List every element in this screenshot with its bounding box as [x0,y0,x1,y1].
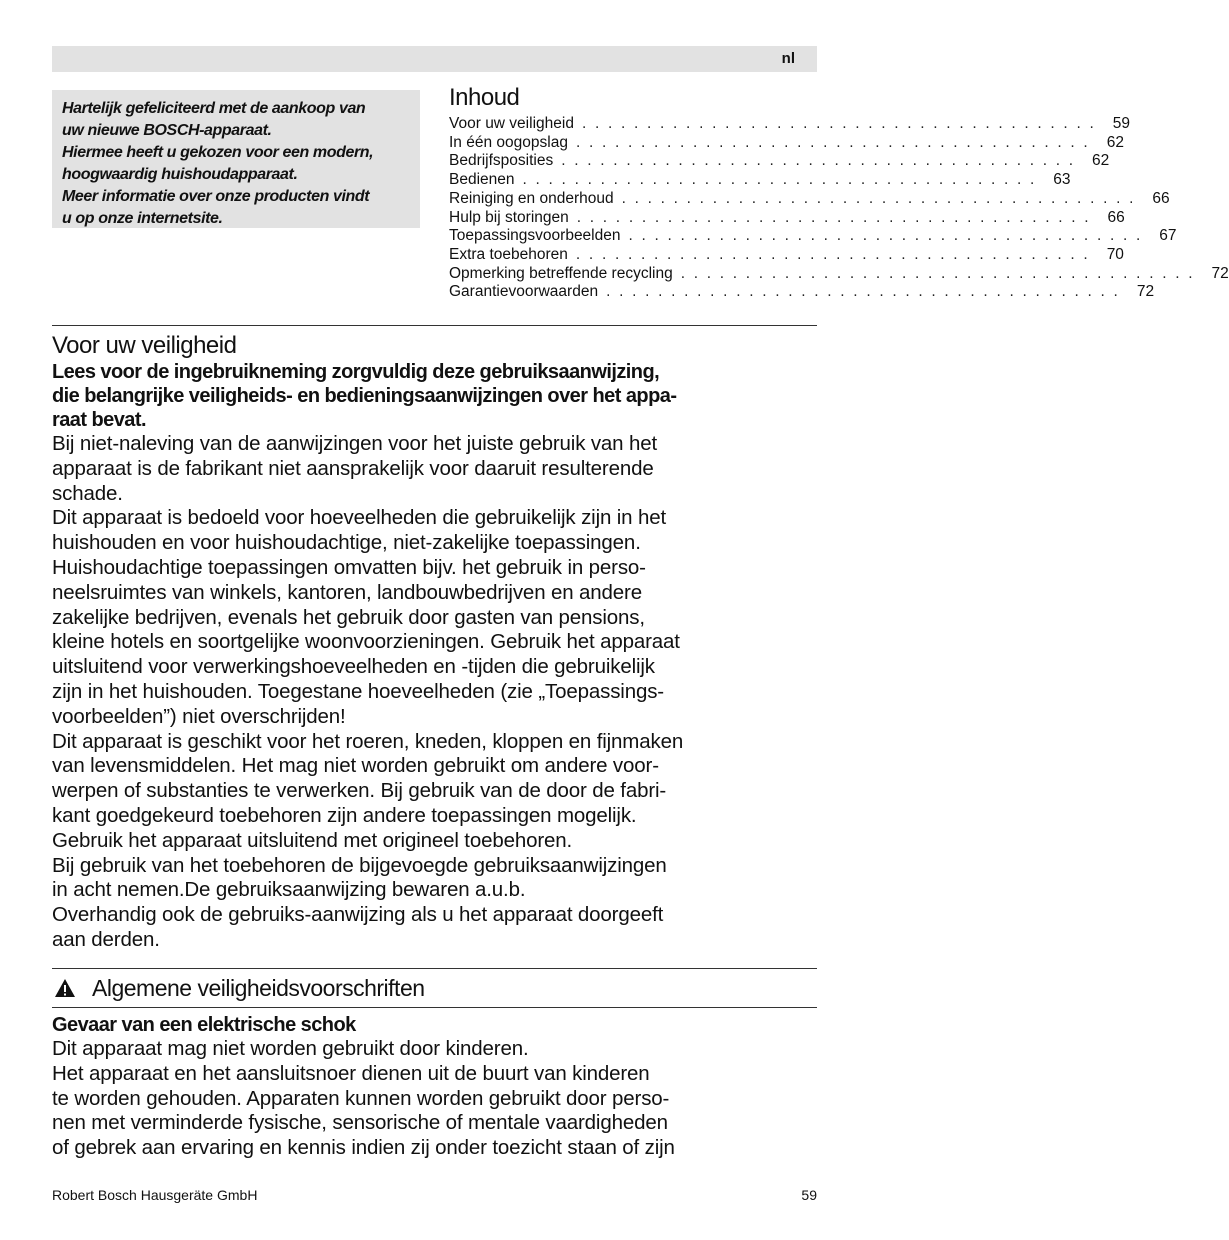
electric-shock-section [52,1013,817,1161]
toc-entry[interactable] [449,171,1071,190]
toc-leader-dots: . . . . . . . . . . . . . . . . . . . . . . . . . . . . . . . . . . . . . . . . [628,227,1143,245]
greeting-line: uw nieuwe BOSCH-apparaat. [62,122,272,139]
safety-body-line: van levensmiddelen. Het mag niet worden gebruikt om andere voor- [52,754,659,778]
safety-body-line: Overhandig ook de gebruiks-aanwijzing als u het apparaat doorgeeft [52,903,664,927]
language-bar [52,46,817,72]
toc-entry-label: Extra toebehoren [449,245,568,263]
safety-intro-line: die belangrijke veiligheids- en bedieningsaanwijzingen over het appa- [52,385,677,407]
safety-body-line: aan derden. [52,927,160,951]
electric-shock-heading: Gevaar van een elektrische schok [52,1014,356,1036]
section-divider [52,1007,817,1008]
general-body-line: of gebrek aan ervaring en kennis indien zij onder toezicht staan of zijn [52,1136,675,1160]
toc-entry-page: 66 [1107,208,1125,226]
toc-entry-page: 59 [1112,115,1130,132]
toc-entry-page: 70 [1106,245,1124,263]
toc-entry[interactable] [449,133,1124,153]
safety-intro-line: Lees voor de ingebruikneming zorgvuldig deze gebruiksaanwijzing, [52,361,660,383]
safety-intro-line: raat bevat. [52,409,146,431]
safety-body-line: kant goedgekeurd toebehoren zijn andere toepassingen mogelijk. [52,803,637,827]
safety-body-line: Dit apparaat is geschikt voor het roeren, kneden, kloppen en fijnmaken [52,729,684,753]
greeting-line: Hartelijk gefeliciteerd met de aankoop van [62,100,366,117]
safety-body-line: schade. [52,481,123,505]
toc-entry-label: Bedrijfsposities [449,152,554,170]
language-code: nl [781,50,795,67]
toc-entry-label: Hulp bij storingen [449,208,569,226]
safety-body-line: Huishoudachtige toepassingen omvatten bijv. het gebruik in perso- [52,555,646,579]
toc-entry-label: In één oogopslag [449,133,568,151]
toc-entry[interactable] [449,152,1110,171]
safety-body-line: neelsruimtes van winkels, kantoren, landbouwbedrijven en andere [52,580,642,604]
page-footer [52,1187,817,1203]
toc-entry-page: 72 [1136,283,1155,301]
toc-entry[interactable] [449,189,1170,209]
general-safety-heading: Algemene veiligheidsvoorschriften [92,975,425,1001]
greeting-line: hoogwaardig huishoudapparaat. [62,166,298,183]
toc-entry[interactable] [449,264,1229,284]
toc-entry-page: 62 [1092,152,1110,170]
general-body-line: Dit apparaat mag niet worden gebruikt door kinderen. [52,1037,529,1060]
warning-icon [54,978,76,998]
general-body-line: nen met verminderde fysische, sensorische of mentale vaardigheden [52,1111,668,1135]
safety-section [52,332,817,953]
safety-body-line: Bij gebruik van het toebehoren de bijgevoegde gebruiksaanwijzingen [52,853,667,877]
greeting-box [52,90,420,228]
safety-body-line: apparaat is de fabrikant niet aansprakelijk voor daaruit resulterende [52,456,654,480]
general-body-line: Het apparaat en het aansluitsnoer dienen uit de buurt van kinderen [52,1061,650,1085]
safety-body-line: Dit apparaat is bedoeld voor hoeveelheden die gebruikelijk zijn in het [52,506,667,530]
safety-body-line: voorbeelden”) niet overschrijden! [52,704,346,728]
toc-entry-label: Toepassingsvoorbeelden [449,227,621,245]
toc-entry-label: Garantievoorwaarden [449,283,599,301]
general-safety-heading-row [52,974,817,1002]
toc-entry-page: 66 [1152,189,1170,207]
safety-body-line: werpen of substanties te verwerken. Bij gebruik van de door de fabri- [52,779,667,803]
footer-page-number: 59 [801,1187,817,1203]
greeting-line: Hiermee heeft u gekozen voor een modern, [62,144,374,161]
toc-entry-label: Bedienen [449,171,515,189]
safety-body-line: uitsluitend voor verwerkingshoeveelheden en -tijden die gebruikelijk [52,655,655,679]
safety-body-line: zakelijke bedrijven, evenals het gebruik door gasten van pensions, [52,605,645,629]
safety-body-line: zijn in het huishouden. Toegestane hoeveelheden (zie „Toepassings- [52,679,664,703]
toc-leader-dots: . . . . . . . . . . . . . . . . . . . . . . . . . . . . . . . . . . . . . . . . [522,171,1037,189]
safety-body-line: huishouden en voor huishoudachtige, niet-zakelijke toepassingen. [52,531,641,555]
greeting-line: Meer informatie over onze producten vindt [62,188,370,205]
toc-entry-label: Reiniging en onderhoud [449,189,614,207]
general-body-line: te worden gehouden. Apparaten kunnen worden gebruikt door perso- [52,1086,670,1110]
footer-company: Robert Bosch Hausgeräte GmbH [52,1187,258,1203]
toc-entry-page: 72 [1211,264,1229,282]
safety-heading: Voor uw veiligheid [52,332,237,359]
safety-body-line: Gebruik het apparaat uitsluitend met origineel toebehoren. [52,828,573,852]
toc-leader-dots: . . . . . . . . . . . . . . . . . . . . . . . . . . . . . . . . . . . . . . . . [575,245,1090,263]
toc-entry[interactable] [449,283,1155,302]
toc-entry[interactable] [449,208,1125,228]
safety-body-line: in acht nemen.De gebruiksaanwijzing bewaren a.u.b. [52,878,526,902]
toc-entry-page: 62 [1106,133,1124,151]
toc-entry[interactable] [449,227,1177,246]
toc-title: Inhoud [449,84,520,111]
toc-entry-label: Voor uw veiligheid [449,115,574,132]
table-of-contents [449,84,1229,302]
greeting-line: u op onze internetsite. [62,210,223,227]
section-divider [52,325,817,326]
toc-entry-page: 63 [1053,171,1071,189]
toc-leader-dots: . . . . . . . . . . . . . . . . . . . . . . . . . . . . . . . . . . . . . . . . [575,133,1090,151]
toc-leader-dots: . . . . . . . . . . . . . . . . . . . . . . . . . . . . . . . . . . . . . . . . [606,283,1121,301]
section-divider [52,968,817,969]
toc-entry[interactable] [449,115,1130,134]
toc-entry[interactable] [449,245,1124,265]
toc-entry-label: Opmerking betreffende recycling [449,264,673,282]
toc-leader-dots: . . . . . . . . . . . . . . . . . . . . . . . . . . . . . . . . . . . . . . . . [581,115,1096,132]
safety-body-line: Bij niet-naleving van de aanwijzingen voor het juiste gebruik van het [52,432,658,455]
toc-leader-dots: . . . . . . . . . . . . . . . . . . . . . . . . . . . . . . . . . . . . . . . . [621,189,1136,207]
toc-entry-page: 67 [1159,227,1177,245]
toc-leader-dots: . . . . . . . . . . . . . . . . . . . . . . . . . . . . . . . . . . . . . . . . [576,208,1091,226]
toc-leader-dots: . . . . . . . . . . . . . . . . . . . . . . . . . . . . . . . . . . . . . . . . [680,264,1195,282]
toc-leader-dots: . . . . . . . . . . . . . . . . . . . . . . . . . . . . . . . . . . . . . . . . [561,152,1076,170]
safety-body-line: kleine hotels en soortgelijke woonvoorzieningen. Gebruik het apparaat [52,630,680,654]
